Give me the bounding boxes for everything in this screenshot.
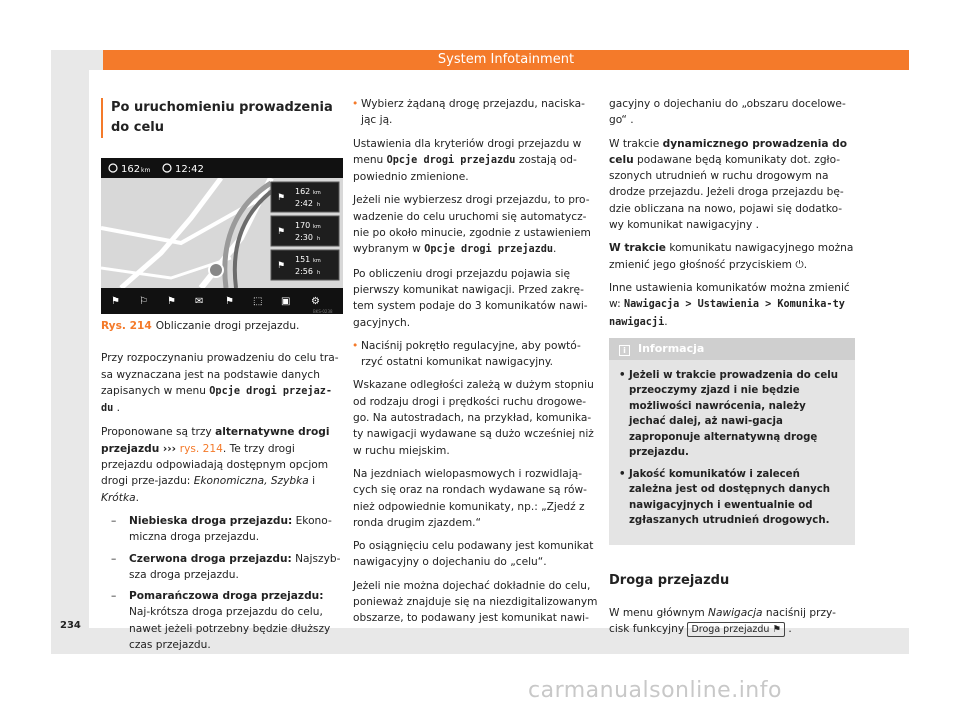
svg-text:162: 162 — [295, 187, 311, 196]
list-item: – Pomarańczowa droga przejazdu: Naj-krótsza droga przejazdu do celu, nawet jeżeli potrzebny będzie dłuższy czas przejazdu. — [101, 588, 343, 653]
svg-text:⚑: ⚑ — [111, 296, 120, 307]
paragraph: Na jezdniach wielopasmowych i rozwidlają-cych się oraz na rondach wydawane są rów-nież odpowiednie komunikaty, np.: „Zjedź z ronda drugim zjazdem.“ — [353, 467, 587, 529]
svg-text:151: 151 — [295, 255, 311, 264]
paragraph: gacyjny o dojechaniu do „obszaru docelowe-go“ . — [609, 98, 846, 127]
header-bar: System Infotainment — [103, 50, 909, 70]
route-function-button[interactable]: Droga przejazdu ⚑ — [687, 622, 785, 637]
page-number: 234 — [60, 620, 81, 631]
svg-text:⚙: ⚙ — [311, 296, 320, 307]
info-header: i Informacja — [609, 338, 855, 360]
route-option-3[interactable] — [271, 250, 339, 280]
svg-text:km: km — [313, 190, 321, 196]
paragraph: Po osiągnięciu celu podawany jest komunikat nawigacyjny o dojechaniu do „celu“. — [353, 540, 594, 569]
paragraph: Przy rozpoczynaniu prowadzeniu do celu tra-sa wyznaczana jest na podstawie danych zapisanych w menu Opcje drogi przejaz-du . — [101, 352, 339, 415]
route-option-1[interactable] — [271, 182, 339, 212]
info-item: • Jakość komunikatów i zaleceń zależna jest od dostępnych danych nawigacyjnych i ewentualnie od zgłaszanych utrudnień drogowych. — [619, 467, 845, 529]
column-3 — [609, 96, 855, 645]
section-title: Po uruchomieniu prowadzenia do celu — [101, 98, 343, 138]
svg-text:⚑: ⚑ — [277, 261, 286, 271]
svg-text:▣: ▣ — [281, 296, 291, 307]
paragraph: Po obliczeniu drogi przejazdu pojawia się pierwszy komunikat nawigacji. Przed zakrę-tem system podaje do 3 komunikatów nawi-gacyjnych. — [353, 267, 588, 329]
svg-text:km: km — [141, 167, 151, 174]
list-item: – Niebieska droga przejazdu: Ekono-miczna droga przejazdu. — [101, 513, 343, 546]
column-2 — [353, 96, 599, 634]
paragraph: W trakcie komunikatu nawigacyjnego można zmienić jego głośność przyciskiem ⏻. — [609, 242, 854, 271]
svg-text:km: km — [313, 224, 321, 230]
svg-text:2:42: 2:42 — [295, 199, 313, 208]
figure-caption: Rys. 214 Obliczanie drogi przejazdu. — [101, 320, 300, 332]
navigation-figure — [101, 158, 343, 314]
svg-text:⬚: ⬚ — [253, 296, 263, 307]
paragraph: Inne ustawienia komunikatów można zmienić w: Nawigacja > Ustawienia > Komunika-ty nawigacji. — [609, 281, 850, 328]
instruction-bullet: • Naciśnij pokrętło regulacyjne, aby powtó-rzyć ostatni komunikat nawigacyjny. — [353, 338, 599, 371]
paragraph: Jeżeli nie wybierzesz drogi przejazdu, to pro-wadzenie do celu uruchomi się automatycz-nie po około minucie, zgodnie z ustawieniem wybranym w Opcje drogi przejazdu. — [353, 194, 591, 256]
svg-text:km: km — [313, 258, 321, 264]
top-distance: 162 — [121, 164, 141, 175]
figure-code: BKS-0238 — [313, 309, 333, 314]
top-time: 12:42 — [175, 164, 204, 175]
page-content — [89, 70, 909, 652]
paragraph: W trakcie dynamicznego prowadzenia do celu podawane będą komunikaty dot. zgło-szonych utrudnień w ruchu drogowym na drodze przejazdu. Jeżeli droga przejazdu bę-dzie obliczana na nowo, pojawi się dodatko-wy komunikat nawigacyjny . — [609, 137, 848, 232]
svg-text:✉: ✉ — [195, 296, 204, 307]
navigation-map-screen — [101, 158, 343, 314]
page-sheet — [51, 50, 909, 654]
info-item: • Jeżeli w trakcie prowadzenia do celu przeoczymy zjazd i nie będzie możliwości nawrócenia, należy jechać dalej, aż nawi-gacja zaproponuje alternatywną drogę przejazdu. — [619, 368, 845, 461]
svg-text:h: h — [317, 236, 321, 242]
svg-text:2:56: 2:56 — [295, 267, 313, 276]
svg-text:⚑: ⚑ — [167, 296, 176, 307]
svg-text:h: h — [317, 202, 321, 208]
info-box — [609, 338, 855, 545]
paragraph: W menu głównym Nawigacja naciśnij przy-cisk funkcyjny Droga przejazdu ⚑ . — [609, 607, 836, 636]
paragraph: Wskazane odległości zależą w dużym stopniu od rodzaju drogi i prędkości ruchu drogowe-go. Na autostradach, na przykład, komunika-ty nawigacji wydawane są dużo wcześniej niż w ruchu miejskim. — [353, 379, 594, 457]
paragraph: Ustawienia dla kryteriów drogi przejazdu w menu Opcje drogi przejazdu zostają od-powiednio zmienione. — [353, 137, 582, 184]
instruction-bullet: • Wybierz żądaną drogę przejazdu, naciska-jąc ją. — [353, 96, 599, 129]
route-list — [101, 513, 343, 653]
svg-text:⚑: ⚑ — [225, 296, 234, 307]
paragraph: Jeżeli nie można dojechać dokładnie do celu, ponieważ znajduje się na niezdigitalizowanym obszarze, to podawany jest komunikat nawi- — [353, 579, 598, 625]
section-title: Droga przejazdu — [609, 572, 730, 588]
list-item: – Czerwona droga przejazdu: Najszyb-sza droga przejazdu. — [101, 551, 343, 584]
svg-text:⚑: ⚑ — [277, 227, 286, 237]
column-1 — [101, 70, 343, 659]
svg-text:2:30: 2:30 — [295, 233, 313, 242]
figure-link[interactable]: rys. 214 — [179, 442, 223, 455]
route-option-2[interactable] — [271, 216, 339, 246]
watermark: carmanualsonline.info — [528, 678, 782, 703]
route-icon: ⚑ — [772, 624, 782, 636]
svg-text:⚑: ⚑ — [277, 193, 286, 203]
paragraph: Proponowane są trzy alternatywne drogi przejazdu ››› rys. 214. Te trzy drogi przejazdu odpowiadają dostępnym opcjom drogi prze-jazdu: Ekonomiczna, Szybka i Krótka. — [101, 426, 330, 504]
svg-text:170: 170 — [295, 221, 311, 230]
info-icon: i — [619, 345, 630, 356]
svg-text:h: h — [317, 270, 321, 276]
power-icon: ⏻ — [795, 258, 804, 271]
svg-text:⚐: ⚐ — [139, 296, 148, 307]
